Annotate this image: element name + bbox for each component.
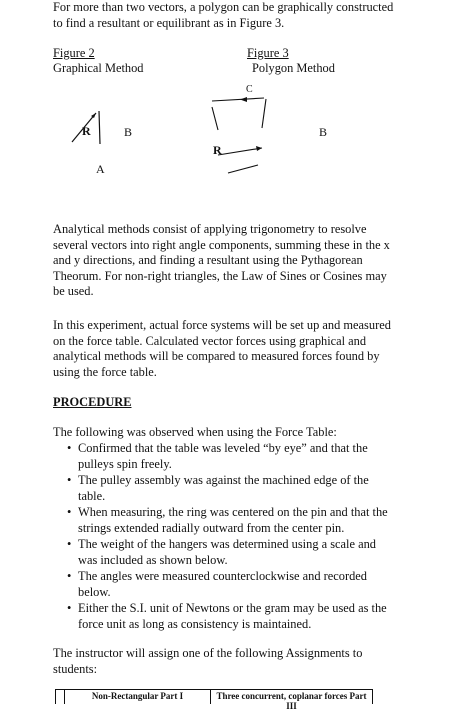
figure3-arrowhead-top — [240, 97, 247, 102]
procedure-intro: The following was observed when using the Force Table: — [53, 425, 337, 439]
list-item: • Confirmed that the table was leveled “by eye” and that the pulleys spin freely. — [67, 441, 368, 471]
intro-paragraph: For more than two vectors, a polygon can be graphically constructed to find a resultant or equilibrant as in Figure 3. — [53, 0, 394, 30]
assignment-paragraph: The instructor will assign one of the following Assignments to students: — [53, 646, 363, 676]
figure3-label-c: C — [246, 84, 253, 95]
figure3-vector-top — [212, 98, 264, 101]
figure3-vector-left — [212, 107, 218, 130]
table-header-part3: Three concurrent, coplanar forces Part III — [216, 691, 367, 711]
experiment-paragraph: In this experiment, actual force systems will be set up and measured on the force table. Calculated vector forces using graphical and analytical methods will be compared to measured forces found by using the force table. — [53, 318, 391, 379]
procedure-list — [64, 441, 396, 633]
list-item: • The angles were measured counterclockwise and recorded below. — [67, 569, 367, 599]
figure3-caption — [247, 46, 335, 76]
figure2-label-a: A — [96, 162, 105, 176]
figure2-subtitle: Graphical Method — [53, 61, 144, 75]
figure3-vector-r — [218, 148, 262, 155]
figure3-label-r: R — [213, 143, 222, 157]
figure3-subtitle: Polygon Method — [252, 61, 335, 75]
figure3-vector-right — [262, 99, 266, 128]
figure2-label-b: B — [124, 125, 133, 139]
table-cell — [56, 690, 65, 704]
list-item: • Either the S.I. unit of Newtons or the gram may be used as the force unit as long as consistency is maintained. — [67, 601, 387, 631]
list-item: • The weight of the hangers was determined using a scale and was included as shown below. — [67, 537, 376, 567]
analytical-paragraph: Analytical methods consist of applying trigonometry to resolve several vectors into right angle components, summing these in the x and y directions, and finding a resultant using the Pythagorean Theorum. For non-right triangles, the Law of Sines or Cosines may be used. — [53, 222, 390, 299]
figure3-arrowhead-r — [256, 146, 262, 151]
list-item: • The pulley assembly was against the machined edge of the table. — [67, 473, 369, 503]
figure2-label-r: R — [82, 124, 91, 138]
figure3-vector-bottom — [228, 165, 258, 173]
figure2-caption — [53, 46, 144, 76]
assignment-table — [55, 689, 373, 711]
table-header-part1: Non-Rectangular Part I — [65, 690, 211, 704]
list-item: • When measuring, the ring was centered on the pin and that the strings extended radially outward from the center pin. — [67, 505, 388, 535]
procedure-heading: PROCEDURE — [53, 395, 132, 409]
figure2-vector-b — [99, 111, 100, 144]
figure3-label-b: B — [319, 125, 328, 139]
figure2-title: Figure 2 — [53, 46, 95, 60]
figure3-title: Figure 3 — [247, 46, 289, 60]
